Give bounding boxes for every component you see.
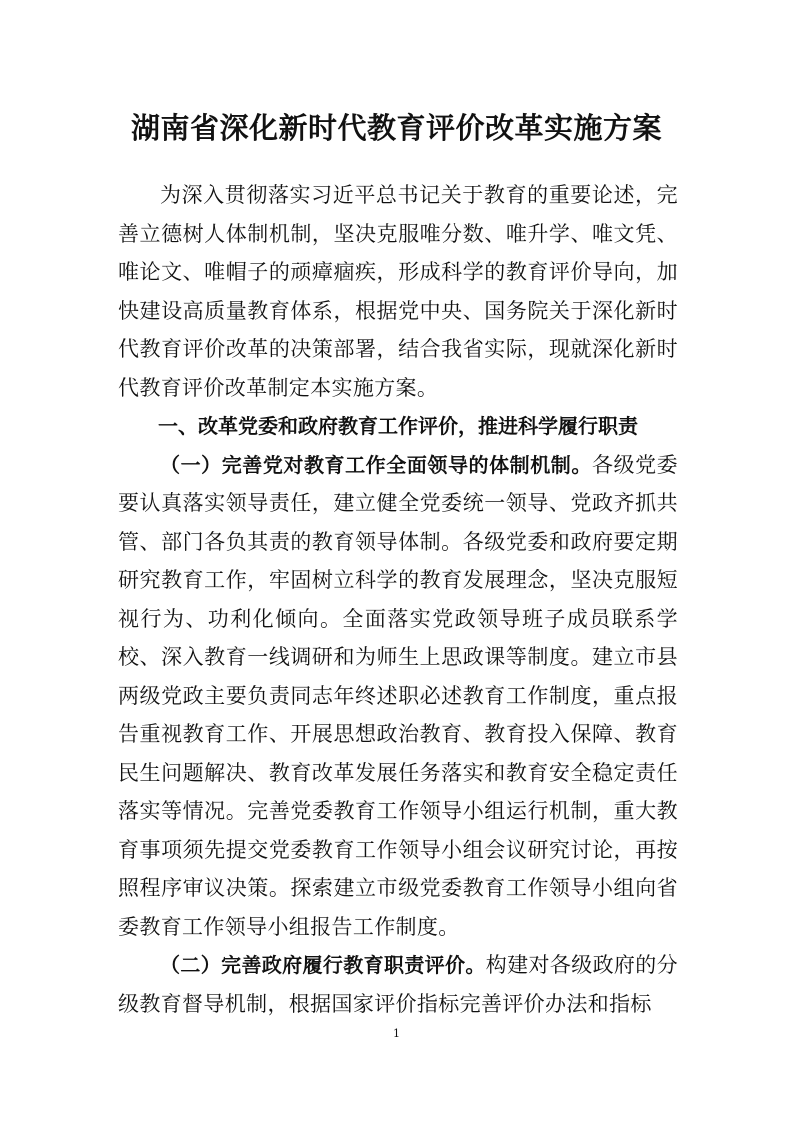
item-1-text: 各级党委要认真落实领导责任，建立健全党委统一领导、党政齐抓共管、部门各负其责的教育领导体制。各级党委和政府要定期研究教育工作，牢固树立科学的教育发展理念，坚决克服短视行为、功利化倾向。全面落实党政领导班子成员联系学校、深入教育一线调研和为师生上思政课等制度。建立市县两级党政主要负责同志年终述职必述教育工作制度，重点报告重视教育工作、开展思想政治教育、教育投入保障、教育民生问题解决、教育改革发展任务落实和教育安全稳定责任落实等情况。完善党委教育工作领导小组运行机制，重大教育事项须先提交党委教育工作领导小组会议研究讨论，再按照程序审议决策。探索建立市级党委教育工作领导小组向省委教育工作领导小组报告工作制度。 (118, 452, 678, 939)
item-1-lead: （一）完善党对教育工作全面领导的体制机制。 (160, 452, 592, 477)
page-number: 1 (393, 1027, 400, 1040)
section-heading: 一、改革党委和政府教育工作评价，推进科学履行职责 (158, 414, 638, 438)
item-2-text: 构建对各级政府的分级教育督导机制，根据国家评价指标完善评价办法和指标 (118, 953, 678, 1016)
document-body (118, 176, 678, 1023)
item-2-paragraph (118, 946, 678, 1023)
document-title: 湖南省深化新时代教育评价改革实施方案 (130, 111, 662, 145)
intro-paragraph: 为深入贯彻落实习近平总书记关于教育的重要论述，完善立德树人体制机制，坚决克服唯分数、唯升学、唯文凭、唯论文、唯帽子的顽瘴痼疾，形成科学的教育评价导向，加快建设高质量教育体系，根据党中央、国务院关于深化新时代教育评价改革的决策部署，结合我省实际，现就深化新时代教育评价改革制定本实施方案。 (118, 183, 678, 400)
item-1-paragraph (118, 446, 678, 947)
item-2-lead: （二）完善政府履行教育职责评价。 (160, 953, 486, 977)
